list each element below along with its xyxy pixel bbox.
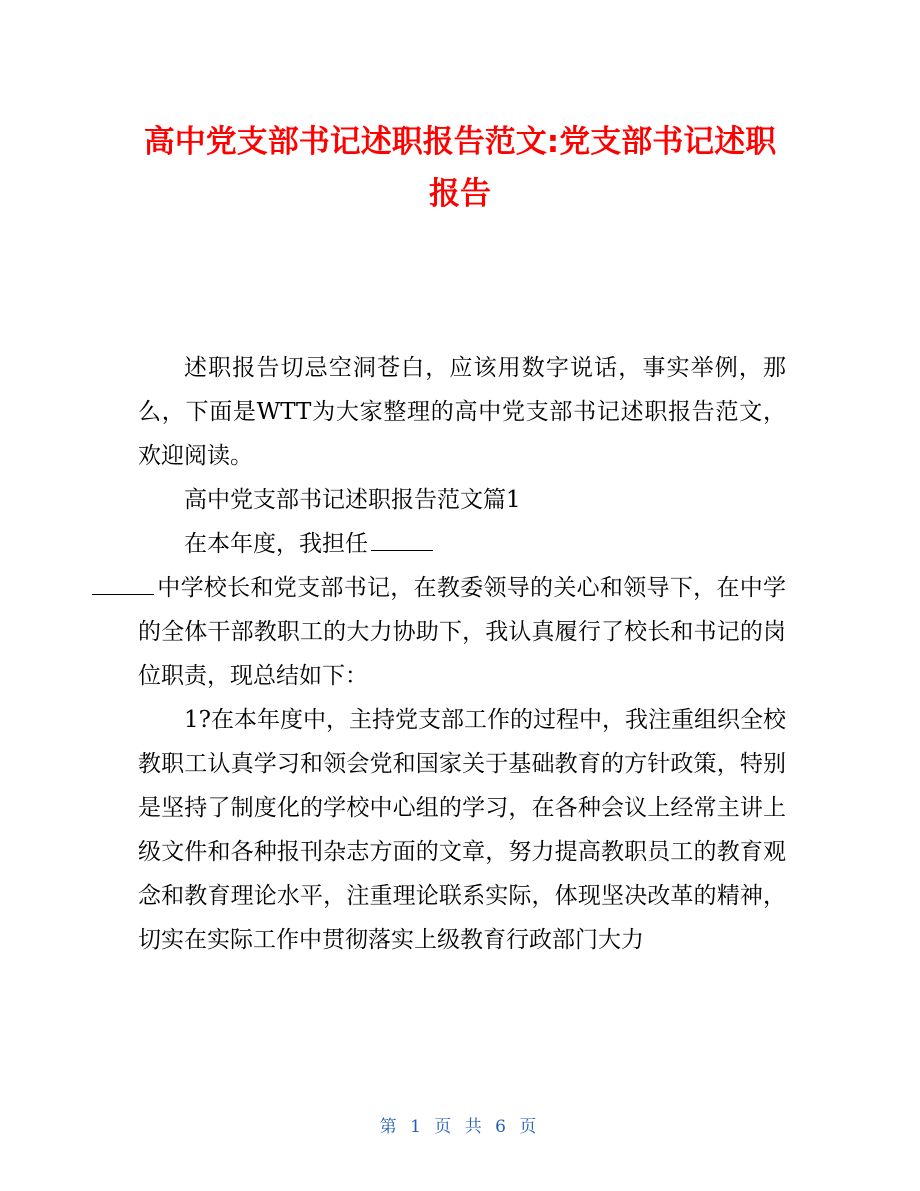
paragraph-2: 1?在本年度中，主持党支部工作的过程中，我注重组织全校教职工认真学习和领会党和国家关于基础教育的方针政策，特别是坚持了制度化的学校中心组的学习，在各种会议上经常主讲上级文件和各种报刊杂志方面的文章，努力提高教职员工的教育观念和教育理论水平，注重理论联系实际，体现坚决改革的精神，切实在实际工作中贯彻落实上级教育行政部门大力 <box>138 707 786 953</box>
paragraph-1-start: 在本年度，我担任 <box>184 531 368 557</box>
document-body <box>138 346 786 962</box>
document-title <box>120 116 800 220</box>
title-line-1: 高中党支部书记述职报告范文:党支部书记述职 <box>143 124 777 160</box>
paragraph-1-rest: 中学校长和党支部书记，在教委领导的关心和领导下，在中学的全体干部教职工的大力协助下，我认真履行了校长和书记的岗位职责，现总结如下： <box>138 575 786 689</box>
fill-blank-2 <box>92 566 157 610</box>
intro-paragraph: 述职报告切忌空洞苍白，应该用数字说话，事实举例，那么，下面是WTT为大家整理的高中党支部书记述职报告范文，欢迎阅读。 <box>138 355 786 469</box>
section-subheading: 高中党支部书记述职报告范文篇1 <box>184 487 521 513</box>
page-footer: 第 1 页 共 6 页 <box>379 1117 541 1137</box>
title-line-2: 报告 <box>429 176 491 212</box>
fill-blank-1 <box>371 530 433 551</box>
paragraph-1 <box>138 522 786 698</box>
